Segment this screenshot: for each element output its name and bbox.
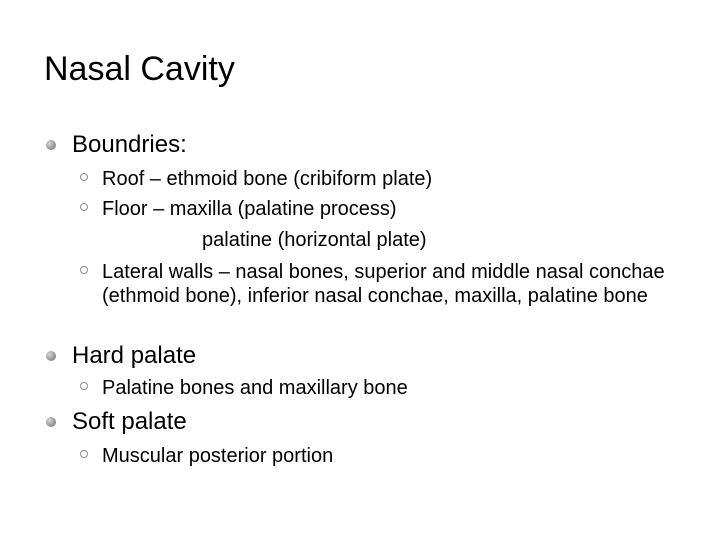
bullet-dot-icon <box>46 351 56 361</box>
slide-title: Nasal Cavity <box>44 50 235 88</box>
hollow-circle-icon <box>80 173 88 181</box>
hollow-circle-icon <box>80 203 88 211</box>
sub-bullet-text: Floor – maxilla (palatine process) <box>102 198 397 220</box>
sub-bullet-text: Lateral walls – nasal bones, superior and middle nasal conchae (ethmoid bone), inferior nasal conchae, maxilla, palatine bone <box>102 261 665 307</box>
bullet-dot-icon <box>46 140 56 150</box>
sub-bullet-text: Palatine bones and maxillary bone <box>102 377 408 399</box>
hollow-circle-icon <box>80 266 88 274</box>
hollow-circle-icon <box>80 450 88 458</box>
floor-continuation: palatine (horizontal plate) <box>202 229 427 251</box>
sub-bullet-text: Muscular posterior portion <box>102 445 334 467</box>
bullet-dot-icon <box>46 417 56 427</box>
bullet-label: Boundries: <box>72 131 187 158</box>
bullet-label: Hard palate <box>72 342 197 369</box>
hollow-circle-icon <box>80 382 88 390</box>
sub-bullet-text: Roof – ethmoid bone (cribiform plate) <box>102 168 433 190</box>
bullet-label: Soft palate <box>72 408 187 435</box>
